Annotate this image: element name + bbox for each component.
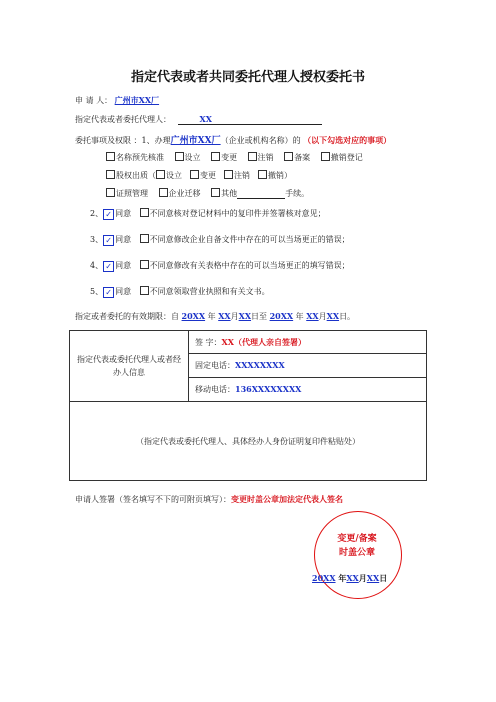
agent-info-table [69,330,427,481]
phone-cell[interactable]: 固定电话：XXXXXXXX [189,354,427,378]
mobile-value: 136XXXXXXXX [235,384,302,394]
id-copy-paste-area[interactable]: （指定代表或委托代理人、具体经办人身份证明复印件粘贴处） [70,402,427,481]
agent-label: 指定代表或者委托代理人： [75,115,171,124]
options-row-3: 证照管理 企业迁移 其他 手续。 [106,188,309,199]
item-row-2: 2、 ✓ 同意 不同意核对登记材料中的复印件并签署核对意见； [90,209,326,219]
agent-info-header: 指定代表或委托代理人或者经办人信息 [70,331,189,402]
scope-label: 委托事项及权限 ：1、办理 [75,136,171,145]
option-establish[interactable]: 设立 [175,153,201,162]
scope-hint: （以下勾选对应的事项） [303,135,392,145]
signature-value: XX（代理人亲自签署） [221,336,306,347]
applicant-value: 广州市XX厂 [114,95,160,105]
page-title: 指定代表或者共同委托代理人授权委托书 [130,70,365,85]
signature-cell[interactable]: 签 字：XX（代理人亲自签署） [189,331,427,354]
checkbox-icon [248,152,257,161]
validity-end-year: 20XX [269,311,294,321]
option-filing[interactable]: 备案 [284,153,310,162]
applicant-sign-row: 申请人签署（签名填写不下的可附页填写）：变更时盖公章加法定代表人签名 [75,494,343,504]
agent-row [75,114,322,125]
option-cancel[interactable]: 注销 [248,153,274,162]
checkbox-icon [211,188,220,197]
applicant-row [75,95,159,106]
option-other[interactable]: 其他 [211,189,237,198]
validity-row: 指定或者委托的有效期限：自 20XX 年 XX月XX日至 20XX 年 XX月XX日。 [75,311,356,321]
checked-icon[interactable]: ✓ [103,287,114,298]
stamp-line-2: 时盖公章 [338,548,375,558]
checkbox-icon[interactable] [140,234,149,243]
validity-start-year: 20XX [181,311,206,321]
option-revoke-registration[interactable]: 撤销登记 [321,153,363,162]
options-row-2: 股权出质（ 设立 变更 注销 撤销） [106,170,292,181]
scope-paren: （企业或机构名称）的 [220,136,301,145]
phone-value: XXXXXXXX [235,360,285,370]
checkbox-icon[interactable] [106,170,115,179]
applicant-sign-value: 变更时盖公章加法定代表人签名 [231,494,343,504]
item-row-5: 5、 ✓ 同意 不同意领取营业执照和有关文书。 [90,287,270,297]
checkbox-icon[interactable] [140,286,149,295]
option-relocation[interactable]: 企业迁移 [159,189,201,198]
checkbox-icon [211,152,220,161]
applicant-label: 申 请 人： [75,96,113,105]
mobile-cell[interactable]: 移动电话：136XXXXXXXX [189,378,427,402]
stamp-line-1: 变更/备案 [337,534,377,544]
agent-value: XX [178,114,322,125]
checkbox-icon [284,152,293,161]
option-license-management[interactable]: 证照管理 [106,189,148,198]
item-row-3: 3、 ✓ 同意 不同意修改企业自备文件中存在的可以当场更正的错误； [90,235,350,245]
checked-icon[interactable]: ✓ [103,261,114,272]
checked-icon[interactable]: ✓ [103,209,114,220]
item-row-4: 4、 ✓ 同意 不同意修改有关表格中存在的可以当场更正的填写错误； [90,261,350,271]
checkbox-icon [321,152,330,161]
checkbox-icon[interactable] [224,170,233,179]
checked-icon[interactable]: ✓ [103,235,114,246]
options-row-1 [106,152,371,163]
checkbox-icon [106,188,115,197]
checkbox-icon[interactable] [258,170,267,179]
checkbox-icon [159,188,168,197]
option-name-approval[interactable]: 名称预先核准 [106,153,164,162]
option-equity-pledge: 股权出质（ [116,171,156,180]
checkbox-icon[interactable] [140,208,149,217]
option-change[interactable]: 变更 [211,153,237,162]
checkbox-icon[interactable] [156,170,165,179]
scope-company: 广州市XX厂 [170,136,221,146]
checkbox-icon [106,152,115,161]
other-blank-line[interactable] [237,189,285,199]
checkbox-icon[interactable] [190,170,199,179]
checkbox-icon[interactable] [140,260,149,269]
checkbox-icon [175,152,184,161]
sign-date: 20XX 年XX月XX日 [312,573,388,583]
scope-row [75,133,391,146]
